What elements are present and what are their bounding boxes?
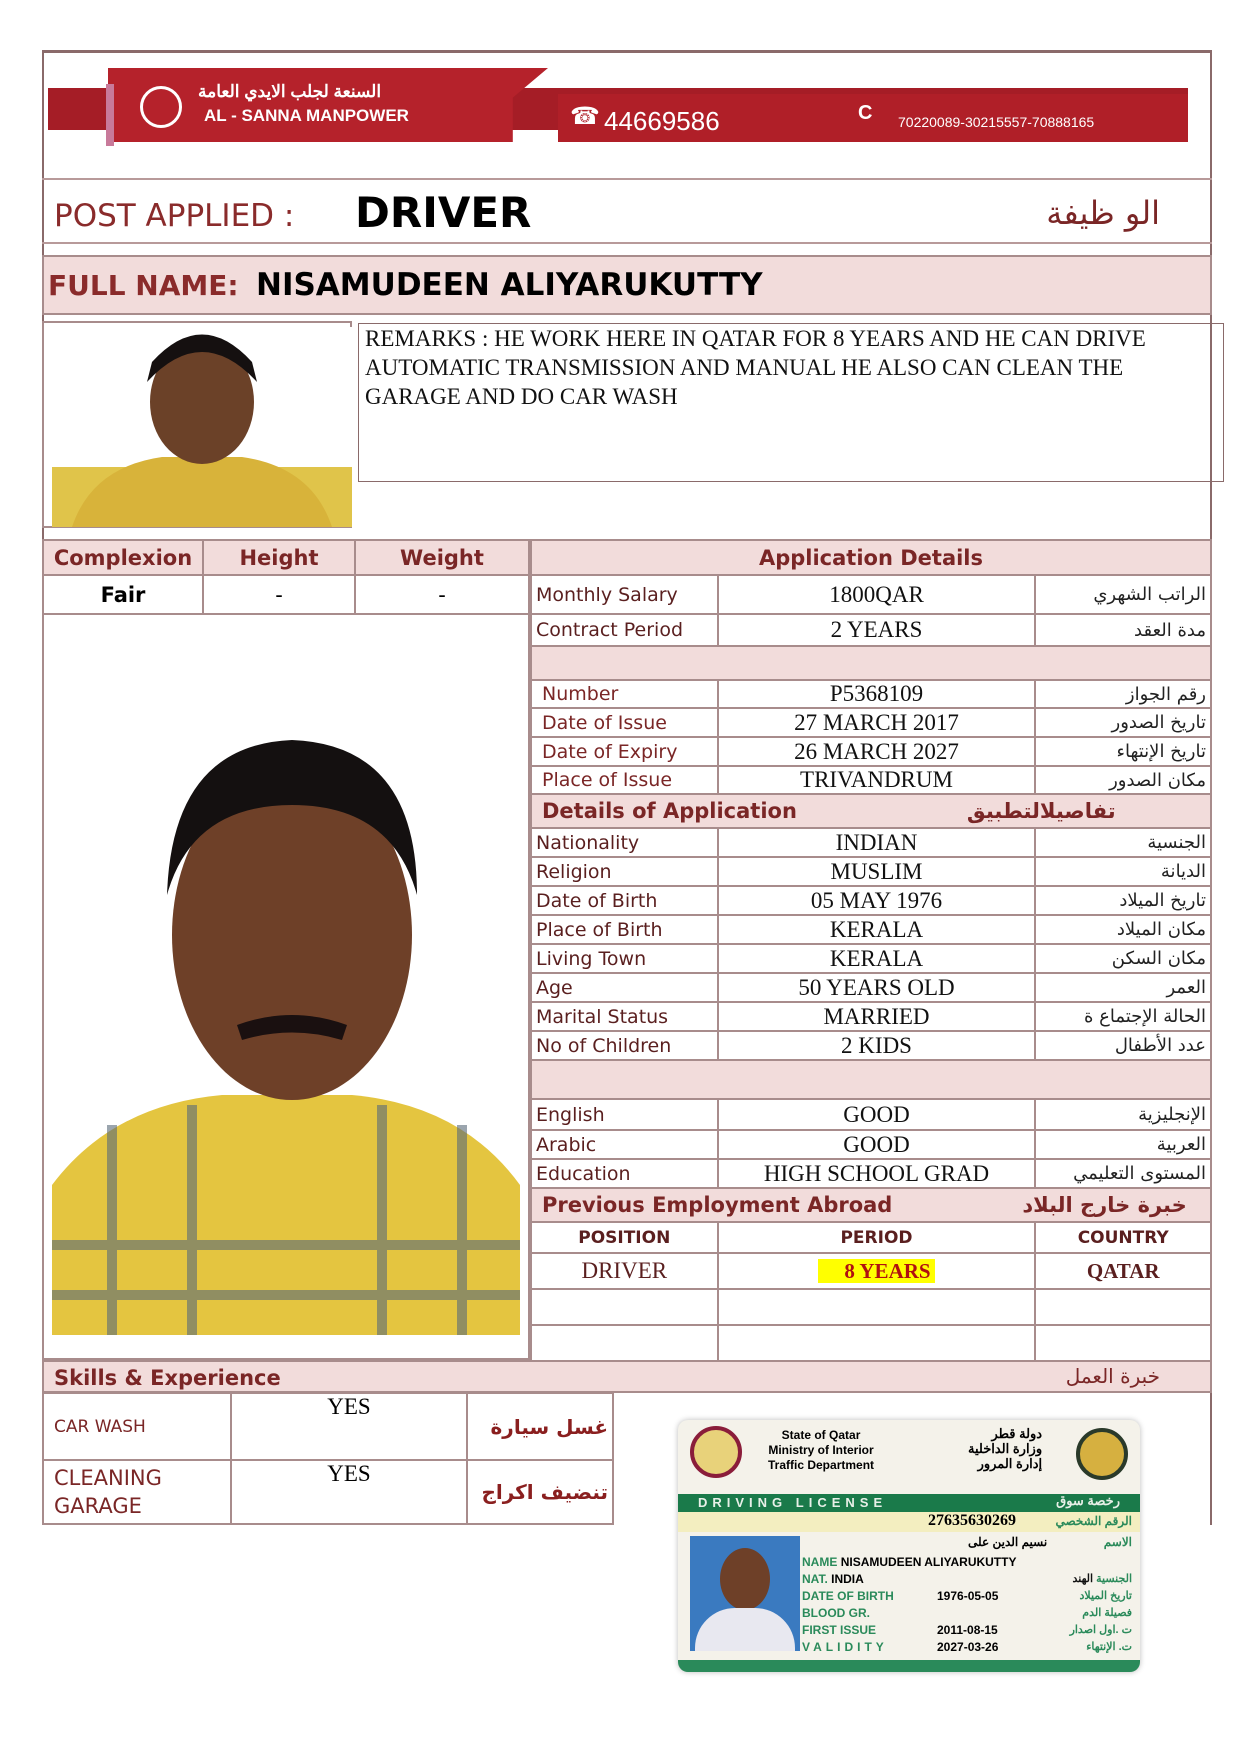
empty-cell: [531, 1325, 718, 1362]
age-value: 50 YEARS OLD: [718, 973, 1036, 1002]
blank-row: [531, 646, 1211, 680]
expiry-date-label-ar: تاريخ الإنتهاء: [1035, 737, 1211, 766]
weight-value: -: [355, 575, 529, 614]
expiry-date-value: 26 MARCH 2027: [718, 737, 1036, 766]
living-town-value: KERALA: [718, 944, 1036, 973]
license-first-issue-label: FIRST ISSUE: [802, 1623, 877, 1637]
details-of-application-header: [531, 794, 1211, 828]
license-title: DRIVING LICENSE: [698, 1495, 888, 1510]
children-value: 2 KIDS: [718, 1031, 1036, 1060]
place-of-issue-label: Place of Issue: [531, 766, 718, 794]
empty-cell: [1035, 1325, 1211, 1362]
skill-name-ar: غسل سيارة: [467, 1393, 613, 1460]
post-applied-row: [42, 180, 1212, 244]
skill-name: CAR WASH: [43, 1393, 231, 1460]
applicant-photo-small: [52, 327, 352, 527]
education-value: HIGH SCHOOL GRAD: [718, 1159, 1036, 1188]
license-validity-label: VALIDITY: [802, 1640, 888, 1654]
license-blood-label: BLOOD GR.: [802, 1606, 870, 1620]
mobile-icon: C: [858, 102, 873, 124]
nationality-value: INDIAN: [718, 828, 1036, 857]
license-nat-ar: الهند: [1072, 1573, 1094, 1585]
license-nat-ar-label: الجنسية: [1096, 1573, 1132, 1585]
phone-number: 44669586: [604, 106, 720, 136]
prev-position: DRIVER: [531, 1253, 718, 1289]
pob-label-ar: مكان الميلاد: [1035, 915, 1211, 944]
license-ministry: Ministry of Interior: [768, 1443, 874, 1457]
skill-name: CLEANING GARAGE: [43, 1460, 231, 1524]
license-id-label-ar: الرقم الشخصي: [1055, 1514, 1132, 1528]
arabic-label-ar: العربية: [1035, 1130, 1211, 1159]
company-name-ar: السنعة لجلب الايدي العامة: [198, 82, 382, 101]
license-first-issue: 2011-08-15: [937, 1623, 998, 1637]
license-dob: 1976-05-05: [937, 1589, 999, 1603]
phone-icon: ☎: [570, 103, 600, 130]
dob-label-ar: تاريخ الميلاد: [1035, 886, 1211, 915]
details-title: Details of Application: [542, 799, 797, 823]
license-bottom-stripe: [678, 1660, 1140, 1672]
post-applied-value: DRIVER: [355, 188, 532, 237]
place-of-issue-value: TRIVANDRUM: [718, 766, 1036, 794]
marital-value: MARRIED: [718, 1002, 1036, 1031]
globe-logo-icon: [140, 86, 182, 128]
post-applied-label: POST APPLIED :: [54, 198, 295, 234]
complexion-header: Complexion: [43, 540, 203, 575]
weight-header: Weight: [355, 540, 529, 575]
driving-license-card: [678, 1420, 1140, 1672]
remarks-box: REMARKS : HE WORK HERE IN QATAR FOR 8 YEARS AND HE CAN DRIVE AUTOMATIC TRANSMISSION AND MANUAL HE ALSO CAN CLEAN THE GARAGE AND DO CAR WASH: [358, 323, 1224, 482]
period-header: PERIOD: [718, 1222, 1036, 1253]
prev-period: 8 YEARS: [818, 1259, 934, 1283]
full-name-label: FULL NAME:: [48, 269, 239, 302]
arabic-value: GOOD: [718, 1130, 1036, 1159]
license-dept-ar: إدارة المرور: [977, 1456, 1043, 1471]
license-id: 27635630269: [928, 1512, 1016, 1529]
complexion-value: Fair: [43, 575, 203, 614]
prev-period-cell: [718, 1253, 1036, 1289]
height-value: -: [203, 575, 355, 614]
license-first-issue-ar: ت .اول اصدار: [1069, 1624, 1132, 1636]
education-label: Education: [531, 1159, 718, 1188]
small-photo-cell: [42, 321, 352, 528]
salary-label-ar: الراتب الشهري: [1035, 575, 1211, 614]
salary-label: Monthly Salary: [531, 575, 718, 614]
passport-number-label-ar: رقم الجواز: [1035, 680, 1211, 708]
dob-value: 05 MAY 1976: [718, 886, 1036, 915]
previous-employment-title: Previous Employment Abroad: [542, 1193, 893, 1217]
pob-value: KERALA: [718, 915, 1036, 944]
religion-value: MUSLIM: [718, 857, 1036, 886]
license-state: State of Qatar: [781, 1428, 861, 1442]
gcc-emblem-icon: [1076, 1428, 1128, 1480]
marital-label: Marital Status: [531, 1002, 718, 1031]
age-label: Age: [531, 973, 718, 1002]
license-photo: [690, 1536, 800, 1651]
applicant-photo-large: [52, 725, 520, 1335]
details-title-ar: تفاصيلالتطبيق: [966, 799, 1116, 823]
skills-title-ar: خبرة العمل: [1065, 1364, 1160, 1388]
english-label-ar: الإنجليزية: [1035, 1099, 1211, 1130]
living-town-label: Living Town: [531, 944, 718, 973]
contract-value: 2 YEARS: [718, 614, 1036, 646]
contract-label-ar: مدة العقد: [1035, 614, 1211, 646]
company-name: AL - SANNA MANPOWER: [204, 106, 409, 125]
issue-date-label: Date of Issue: [531, 708, 718, 737]
license-name-ar-label: الاسم: [1103, 1535, 1132, 1549]
license-nat-label: NAT.: [802, 1572, 828, 1586]
empty-cell: [1035, 1289, 1211, 1325]
education-label-ar: المستوى التعليمي: [1035, 1159, 1211, 1188]
height-header: Height: [203, 540, 355, 575]
arabic-label: Arabic: [531, 1130, 718, 1159]
skills-header: [42, 1360, 1212, 1393]
empty-cell: [718, 1289, 1036, 1325]
issue-date-label-ar: تاريخ الصدور: [1035, 708, 1211, 737]
license-dept: Traffic Department: [768, 1458, 875, 1472]
skill-value: YES: [231, 1393, 467, 1460]
license-nat: INDIA: [831, 1572, 864, 1586]
license-validity-ar: ت. الإنتهاء: [1086, 1641, 1132, 1653]
children-label-ar: عدد الأطفال: [1035, 1031, 1211, 1060]
english-label: English: [531, 1099, 718, 1130]
skills-table: [42, 1392, 614, 1525]
skill-value: YES: [231, 1460, 467, 1524]
qatar-emblem-icon: [690, 1426, 742, 1478]
age-label-ar: العمر: [1035, 973, 1211, 1002]
large-photo-cell: [42, 613, 530, 1360]
license-name: NISAMUDEEN ALIYARUKUTTY: [840, 1555, 1017, 1569]
previous-employment-header: [531, 1188, 1211, 1222]
license-name-label: NAME: [802, 1555, 838, 1569]
prev-country: QATAR: [1035, 1253, 1211, 1289]
children-label: No of Children: [531, 1031, 718, 1060]
nationality-label: Nationality: [531, 828, 718, 857]
dob-label: Date of Birth: [531, 886, 718, 915]
license-state-ar: دولة قطر: [991, 1426, 1043, 1441]
license-title-ar: رخصة سوق: [1056, 1493, 1120, 1508]
pob-label: Place of Birth: [531, 915, 718, 944]
license-ministry-ar: وزارة الداخلية: [968, 1441, 1043, 1456]
license-dob-label: DATE OF BIRTH: [802, 1589, 894, 1603]
passport-number-label: Number: [531, 680, 718, 708]
salary-value: 1800QAR: [718, 575, 1036, 614]
company-banner: [48, 66, 1188, 146]
expiry-date-label: Date of Expiry: [531, 737, 718, 766]
living-town-label-ar: مكان السكن: [1035, 944, 1211, 973]
post-applied-label-ar: الو ظيفة: [1046, 194, 1160, 232]
nationality-label-ar: الجنسية: [1035, 828, 1211, 857]
empty-cell: [531, 1289, 718, 1325]
skill-name-ar: تنضيف اكراج: [467, 1460, 613, 1524]
empty-cell: [718, 1325, 1036, 1362]
english-value: GOOD: [718, 1099, 1036, 1130]
license-blood-ar: فصيلة الدم: [1082, 1607, 1132, 1619]
place-of-issue-label-ar: مكان الصدور: [1035, 766, 1211, 794]
license-validity: 2027-03-26: [937, 1640, 999, 1654]
issue-date-value: 27 MARCH 2017: [718, 708, 1036, 737]
physical-table: [42, 539, 530, 615]
application-details-title: Application Details: [531, 540, 1211, 575]
position-header: POSITION: [531, 1222, 718, 1253]
application-details-table: [530, 539, 1212, 1363]
blank-row: [531, 1060, 1211, 1099]
religion-label: Religion: [531, 857, 718, 886]
contract-label: Contract Period: [531, 614, 718, 646]
previous-employment-title-ar: خبرة خارج البلاد: [1022, 1193, 1187, 1217]
full-name-value: NISAMUDEEN ALIYARUKUTTY: [256, 267, 763, 303]
religion-label-ar: الديانة: [1035, 857, 1211, 886]
license-name-ar: نسيم الدين على: [968, 1535, 1048, 1549]
license-dob-ar: تاريخ الميلاد: [1079, 1590, 1132, 1602]
skills-title: Skills & Experience: [54, 1366, 281, 1390]
mobile-numbers: 70220089-30215557-70888165: [898, 114, 1095, 130]
passport-number-value: P5368109: [718, 680, 1036, 708]
full-name-row: [42, 255, 1212, 315]
country-header: COUNTRY: [1035, 1222, 1211, 1253]
marital-label-ar: الحالة الإجتماع ة: [1035, 1002, 1211, 1031]
